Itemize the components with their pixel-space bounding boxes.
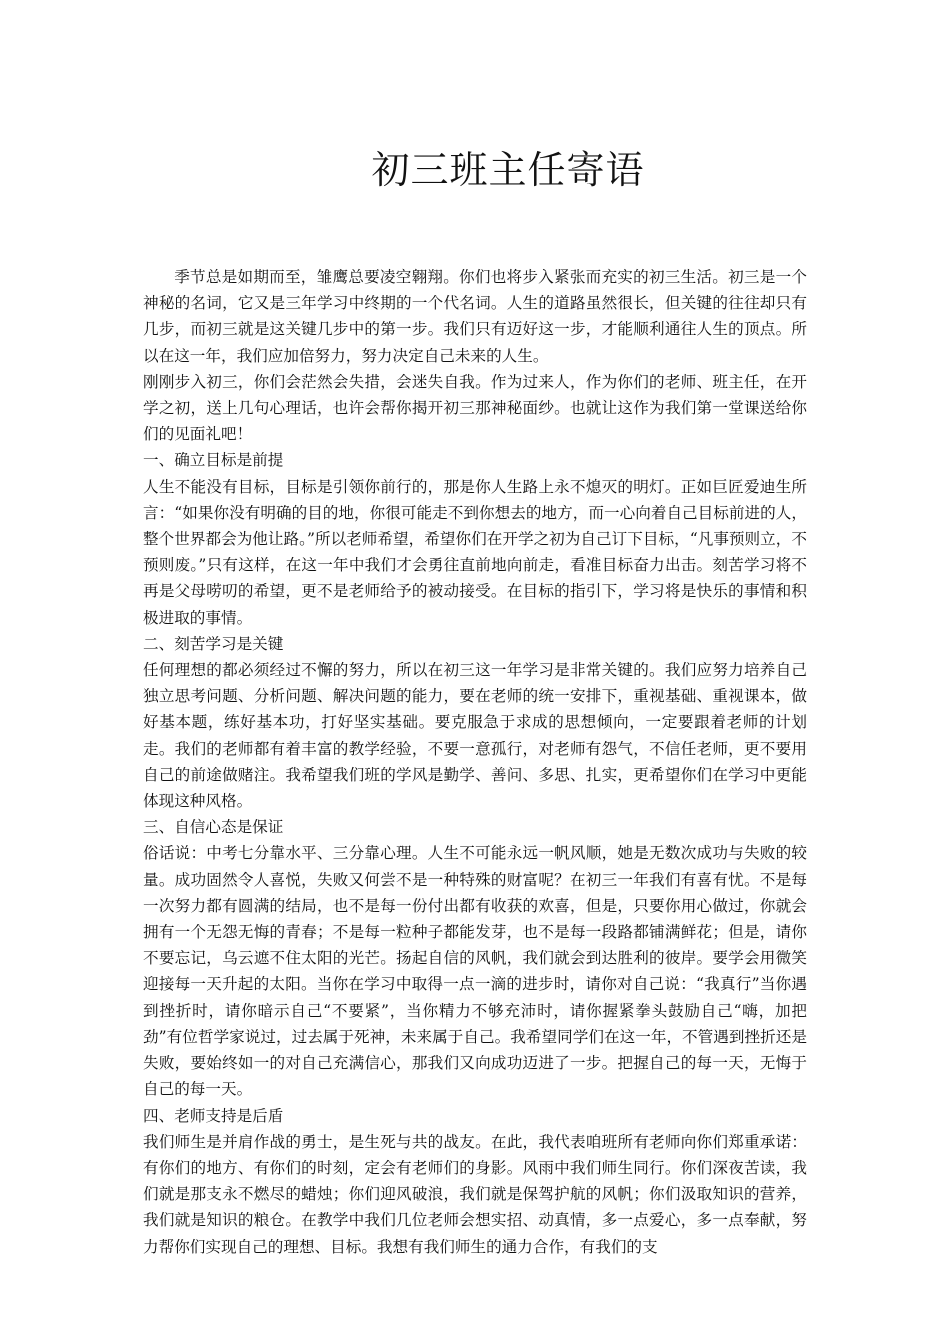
paragraph-opening: 刚刚步入初三，你们会茫然会失措，会迷失自我。作为过来人，作为你们的老师、班主任，在开学之初，送上几句心理话，也许会帮你揭开初三那神秘面纱。也就让这作为我们第一堂课送给你们的见面礼吧！ [143,372,807,444]
paragraph-study: 任何理想的都必须经过不懈的努力，所以在初三这一年学习是非常关键的。我们应努力培养自己独立思考问题、分析问题、解决问题的能力，要在老师的统一安排下，重视基础、重视课本，做好基本题，练好基本功，打好坚实基础。要克服急于求成的思想倾向，一定要跟着老师的计划走。我们的老师都有着丰富的教学经验，不要一意孤行，对老师有怨气，不信任老师，更不要用自己的前途做赌注。我希望我们班的学风是勤学、善问、多思、扎实，更希望你们在学习中更能体现这种风格。 [143,661,807,811]
paragraph-confidence: 俗话说：中考七分靠水平、三分靠心理。人生不可能永远一帆风顺，她是无数次成功与失败的较量。成功固然令人喜悦，失败又何尝不是一种特殊的财富呢？在初三一年我们有喜有忧。不是每一次努力都有圆满的结局，也不是每一份付出都有收获的欢喜，但是，只要你用心做过，你就会拥有一个无怨无悔的青春；不是每一粒种子都能发芽，也不是每一段路都铺满鲜花；但是，请你不要忘记，乌云遮不住太阳的光芒。扬起自信的风帆，我们就会到达胜利的彼岸。要学会用微笑迎接每一天升起的太阳。当你在学习中取得一点一滴的进步时，请你对自己说：“我真行”当你遇到挫折时，请你暗示自己“不要紧”，当你精力不够充沛时，请你握紧拳头鼓励自己“嗨，加把劲”有位哲学家说过，过去属于死神，未来属于自己。我希望同学们在这一年，不管遇到挫折还是失败，要始终如一的对自己充满信心，那我们又向成功迈进了一步。把握自己的每一天，无悔于自己的每一天。 [143,844,807,1099]
paragraph-intro: 季节总是如期而至，雏鹰总要凌空翱翔。你们也将步入紧张而充实的初三生活。初三是一个神秘的名词，它又是三年学习中终期的一个代名词。人生的道路虽然很长，但关键的往往却只有几步，而初三就是这关键几步中的第一步。我们只有迈好这一步，才能顺利通往人生的顶点。所以在这一年，我们应加倍努力，努力决定自己未来的人生。 [143,268,807,365]
paragraph-support: 我们师生是并肩作战的勇士，是生死与共的战友。在此，我代表咱班所有老师向你们郑重承诺：有你们的地方、有你们的时刻，定会有老师们的身影。风雨中我们师生同行。你们深夜苦读，我们就是那支永不燃尽的蜡烛；你们迎风破浪，我们就是保驾护航的风帆；你们汲取知识的营养，我们就是知识的粮仓。在教学中我们几位老师会想实招、动真情，多一点爱心，多一点奉献，努力帮你们实现自己的理想、目标。我想有我们师生的通力合作，有我们的支 [143,1132,807,1256]
section-heading-support: 四、老师支持是后盾 [143,1106,284,1125]
paragraph-goal: 人生不能没有目标，目标是引领你前行的，那是你人生路上永不熄灭的明灯。正如巨匠爱迪生所言：“如果你没有明确的目的地，你很可能走不到你想去的地方，而一心向着自己目标前进的人，整个世界都会为他让路。”所以老师希望，希望你们在开学之初为自己订下目标，“凡事预则立，不预则废。”只有这样，在这一年中我们才会勇往直前地向前走，看准目标奋力出击。刻苦学习将不再是父母唠叨的希望，更不是老师给予的被动接受。在目标的指引下，学习将是快乐的事情和积极进取的事情。 [143,477,807,627]
document-title: 初三班主任寄语 [371,148,645,192]
section-heading-study: 二、刻苦学习是关键 [143,634,284,653]
document-body [143,264,807,1260]
section-heading-goal: 一、确立目标是前提 [143,451,284,470]
section-heading-confidence: 三、自信心态是保证 [143,818,284,837]
